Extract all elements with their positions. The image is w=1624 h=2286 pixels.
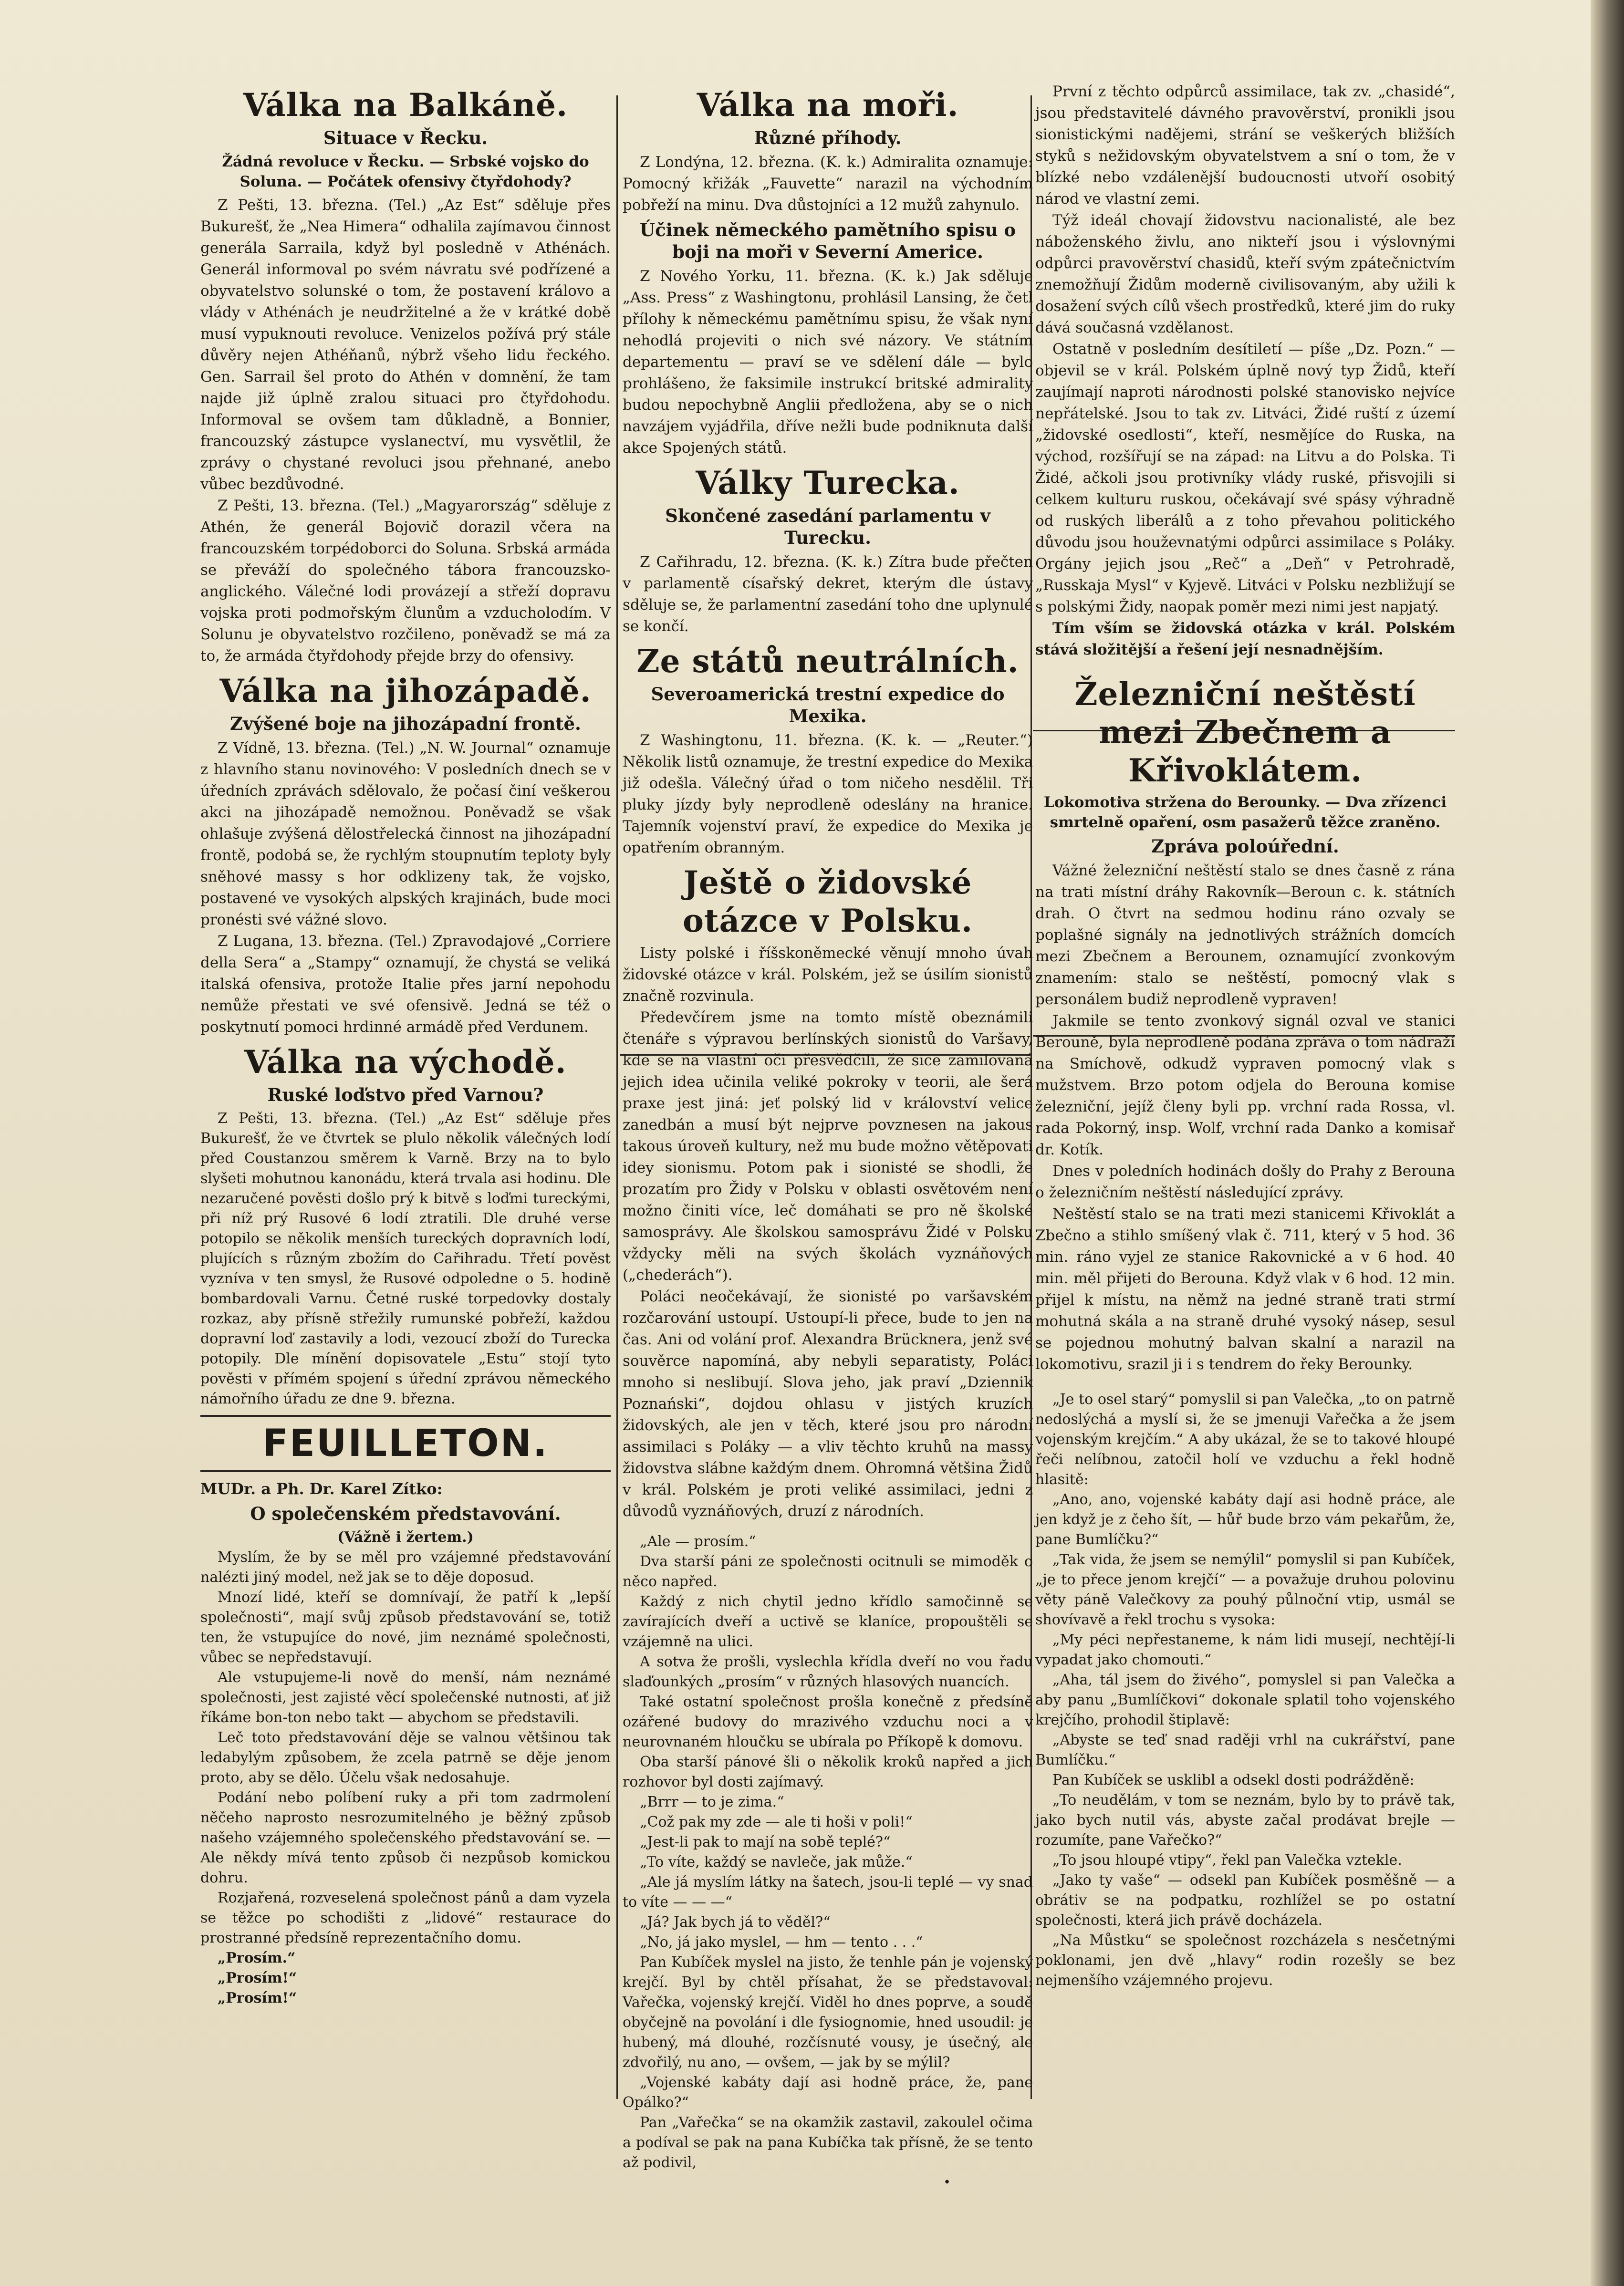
jewish-paragraph: Listy polské i říšskoněmecké věnují mnoho úvah židovské otázce v král. Polském, jež se úsilím sionistů značně rozvinula. [623,945,1033,1005]
southwest-title: Válka na jihozápadě. [219,672,592,709]
article-jewish-continued [1035,81,1455,661]
rail-paragraph: Jakmile se tento zvonkový signál ozval ve stanici Berouně, byla neprodleně podána zpráva o tom nádraží na Smíchově, odkudž vypraven pomocný vlak s mužstvem. Brzo potom odjela do Berouna komise železniční, jejíž členy byli pp. vrchní rada Rossa, vl. rada Pokorný, insp. Wolf, vrchní rada Danko a komisař dr. Kotík. [1035,1012,1455,1158]
feuilleton-paragraph: Ale vstupujeme-li nově do menší, nám neznámé společnosti, jest zajisté věcí společenské nutnosti, ať již říkáme bon-ton nebo takt — abychom se představili. [200,1669,611,1726]
story-left-part [623,1532,1033,2173]
sea-title: Válka na moři. [697,86,959,124]
feuilleton-subtitle: (Vážně i žertem.) [337,1529,474,1546]
article-neutral [623,642,1033,859]
feuilleton-paragraph: Rozjařená, rozveselená společnost pánů a dam vyzela se těžce po schodišti z „lidové“ restaurace do prostranné předsíně reprezentačního domu. [200,1890,611,1946]
balkan-subtitle: Situace v Řecku. [323,127,488,148]
feuilleton-title: O společenském představování. [250,1503,561,1524]
jewish-paragraph: Poláci neočekávají, že sionisté po varšavském rozčarování ustoupí. Ustoupí-li přece, bude to jen na čas. Ani od volání prof. Alexandra Brücknera, jenž své souvěrce napomíná, aby nebyli separatisty, Poláci mnoho si neslibují. Slova jeho, jak praví „Dziennik Poznański“, dojdou ohlasu v jistých kruzích židovských, ale jen v těch, které jsou pro národní assimilaci s Poláky — a vliv těchto kruhů na massy židovstva slábne každým dnem. Ohromná většina Židů v král. Polském je proti veliké assimilaci, jedni z důvodů vyznáňových, druzí z národních. [623,1288,1033,1520]
balkan-lead: Žádná revoluce v Řecku. — Srbské vojsko do Soluna. — Počátek ofensivy čtyřdohody? [222,153,589,190]
east-paragraph: Z Pešti, 13. března. (Tel.) „Az Est“ sděluje přes Bukurešť, že ve čtvrtek se plulo několik válečných lodí před Coustanzou směrem k Varně. Brzy na to bylo slyšeti mohutnou kanonádu, která trvala asi hodinu. Dle nezaručené pověsti došlo prý k bitvě s loďmi tureckými, při níž prý Rusové 6 lodí ztratili. Dle druhé verse potopilo se několik menších tureckých dopravních lodí, plujících s různým zbožím do Cařihradu. Třetí pověst vyzníva v ten smysl, že Rusové odpoledne o 5. hodině bombardovali Varnu. Četné ruské torpedovky dostaly rozkaz, aby přísně střežily rumunské pobřeží, každou dopravní loď zastavily a lodi, vezoucí zboží do Turecka potopily. Dle mínění dopisovatele „Estu“ stojí tyto pověsti v přímém spojení s úřední zprávou německého námořního úřadu ze dne 9. března. [200,1110,611,1407]
story-line: „Aha, tál jsem do živého“, pomyslel si pan Valečka a aby panu „Bumlíčkovi“ dokonale splatil toho vojenského krejčího, prohodil štiplavě: [1035,1672,1455,1728]
story-line: Pan Kubíček se usklibl a odsekl dosti podrážděně: [1052,1772,1415,1788]
balkan-paragraph: Z Pešti, 13. března. (Tel.) „Magyarország“ sděluje z Athén, že generál Bojovič dorazil včera na francouzském torpédoborci do Soluna. Srbská armáda se převáží do společného tábora francouzsko-anglického. Válečné lodi provázejí a střeží dopravu vojska proti podmořským člunům a vzducholodím. V Solunu je obyvatelstvo rozčileno, poněvadž se má za to, že armáda čtyřdohody přejde brzy do ofensivy. [200,497,611,665]
feuilleton-paragraph: Leč toto představování děje se valnou většinou tak ledabylým způsobem, že zcela patrně se děje jenom proto, aby se dělo. Účelu však nedosahuje. [200,1729,611,1786]
story-line: „Což pak my zde — ale ti hoši v poli!“ [640,1814,913,1830]
article-sea [623,86,1033,459]
story-line: A sotva že prošli, vyslechla křídla dveří no vou řadu slaďounkých „prosím“ v různých hlasových nuancích. [623,1653,1033,1690]
story-line: „Já? Jak bych já to věděl?“ [640,1914,831,1931]
article-east [200,1043,611,1409]
story-line: „Jako ty vaše“ — odsekl pan Kubíček posměšně — a obrátiv se na podpatku, rozhlížel se po ostatní společnosti, která jich právě docházela. [1035,1872,1455,1929]
story-line: „Jest-li pak to mají na sobě teplé?“ [640,1834,891,1850]
east-title: Válka na východě. [244,1043,567,1081]
story-line: Oba starší pánové šli o několik kroků napřed a jich rozhovor byl dosti zajímavý. [623,1754,1033,1790]
rail-paragraph: Vážné železniční neštěstí stalo se dnes časně z rána na trati místní dráhy Rakovník—Beroun c. k. státních drah. O čtvrt na sedmou hodinu ráno ozvaly se poplašné signály na jednotlivých strážních domcích mezi Zbečnem a Berounem, oznamující zvonkovým znamením: stalo se neštěstí, pomocný vlak s personálem budiž neprodleně vypraven! [1035,862,1455,1008]
article-southwest [200,672,611,1038]
neutral-subtitle: Severoamerická trestní expedice do Mexika. [651,684,1005,727]
column-2 [623,81,1033,2173]
southwest-subtitle: Zvýšené boje na jihozápadní frontě. [230,713,581,734]
neutral-title: Ze států neutrálních. [636,643,1019,680]
feuilleton [200,1415,611,2008]
column-divider-left [616,95,618,2099]
balkan-title: Válka na Balkáně. [243,86,568,124]
story-line: „Vojenské kabáty dají asi hodně práce, že, pane Opálko?“ [623,2074,1033,2111]
article-rail [1035,675,1455,1375]
story-line: „Ale já myslím látky na šatech, jsou-li teplé — vy snad to víte — — —“ [623,1874,1033,1911]
feuilleton-quote: „Prosím.“ [218,1950,296,1966]
page-footer-mark: • [943,2175,951,2190]
jewish-paragraph: Týž ideál chovají židovstvu nacionalisté, ale bez náboženského živlu, ano nikteří jsou i výslovnými odpůrci pravověrství chasidů, kteří svým zpátečnictvím znemožňují Židům moderně civilisovaným, aby užili k dosažení svých cílů všech prostředků, které jim do ruky dává současná vzdělanost. [1035,212,1455,336]
feuilleton-heading: FEUILLETON. [200,1415,611,1472]
neutral-paragraph: Z Washingtonu, 11. března. (K. k. — „Reuter.“) Několik listů oznamuje, že trestní expedice do Mexika již odešla. Válečný úřad o tom ničeho nesdělil. Tři pluky jízdy byly neprodleně odeslány na hranice. Tajemník vojenství praví, že expedice do Mexika je opatřením obranným. [623,732,1033,856]
feuilleton-paragraph: Podání nebo políbení ruky a při tom zadrmolení něčeho naprosto nesrozumitelného je běžný způsob našeho vzájemného společenského představování se. — Ale někdy mívá tento způsob či nezpůsob komickou dohru. [200,1789,611,1886]
sea-subheading: Účinek německého pamětního spisu o boji na moři v Severní Americe. [639,219,1016,262]
story-line: „Ano, ano, vojenské kabáty dají asi hodně práce, ale jen když je z čeho šít, — hůř bude brzo vám pekařům, že, pane Bumlíčku?“ [1035,1491,1455,1548]
story-line: Pan Kubíček myslel na jisto, že tenhle pán je vojenský krejčí. Byl by chtěl přísahat, že se představoval: Vařečka, vojenský krejčí. Viděl ho dnes poprve, a soudě obyčejně na povolání i dle fysiognomie, hned usoudil: je hubený, má dlouhé, rozčísnuté vousy, je úsečný, ale zdvořilý, nu ano, — ovšem, — jak by se mýlil? [623,1954,1033,2071]
feuilleton-paragraph: Myslím, že by se měl pro vzájemné představování nalézti jiný model, než jak se to děje doposud. [200,1549,611,1586]
story-line: „To víte, každý se navleče, jak může.“ [640,1854,913,1870]
jewish-title: Ještě o židovské otázce v Polsku. [682,864,973,939]
east-subtitle: Ruské loďstvo před Varnou? [267,1084,544,1105]
feuilleton-paragraph: Mnozí lidé, kteří se domnívají, že patří k „lepší společnosti“, mají svůj způsob představování se, totiž ten, že vstupujíce do nové, jim neznámé společnosti, vůbec se nepředstavují. [200,1589,611,1666]
sea-subtitle: Různé příhody. [754,127,902,148]
story-line: „Abyste se teď snad raději vrhl na cukrářství, pane Bumlíčku.“ [1035,1732,1455,1768]
rail-paragraph: Neštěstí stalo se na trati mezi stanicemi Křivoklát a Zbečno a stihlo smíšený vlak č. 711, který v 5 hod. 36 min. ráno vyjel ze stanice Rakovnické a v 6 hod. 40 min. měl přijeti do Berouna. Když vlak v 6 hod. 12 min. přijel k místu, na němž na jedné straně trati strmí mohutná skála a na straně druhé vysoký násep, sesul se pojednou mohutný balvan skalní a narazil na lokomotivu, srazil ji i s tendrem do řeky Berounky. [1035,1205,1455,1373]
rail-title: Železniční neštěstí mezi Zbečnem a Křivoklátem. [1074,675,1416,789]
story-line: Každý z nich chytil jedno křídlo samočinně se zavírajících dveří a uctivě se klaníce, propouštěli se vzájemně na ulici. [623,1593,1033,1650]
story-line: „My péci nepřestaneme, k nám lidi musejí, nechtějí-li vypadat jako chomouti.“ [1035,1631,1455,1668]
turkey-paragraph: Z Cařihradu, 12. března. (K. k.) Zítra bude přečten v parlamentě císařský dekret, kterým dle ústavy sděluje se, že parlamentní zasedání toho dne uplynulé se končí. [623,553,1033,635]
article-balkan [200,86,611,667]
story-line: „Na Můstku“ se společnost rozcházela s nesčetnými poklonami, jen dvě „hlavy“ rodin rozešly se bez nejmenšího vzájemného projevu. [1035,1932,1455,1989]
feuilleton-quote: „Prosím!“ [218,1990,297,2006]
turkey-subtitle: Skončené zasedání parlamentu v Turecku. [665,505,990,548]
feuilleton-author: MUDr. a Ph. Dr. Karel Zítko: [200,1480,443,1498]
story-line: „Ale — prosím.“ [640,1533,756,1550]
rail-subtitle: Zpráva poloúřední. [1151,836,1339,857]
balkan-paragraph: Z Pešti, 13. března. (Tel.) „Az Est“ sděluje přes Bukurešť, že „Nea Himera“ odhalila zajímavou činnost generála Sarraila, když byl posledně v Athénách. Generál informoval po svém návratu své podřízené a obyvatelstvo solunské o tom, že postavení královo a vlády v Athénách je neudržitelné a že v krátké době musí vypuknouti revoluce. Venizelos požívá prý stále důvěry nejen Athéňanů, nýbrž všeho lidu řeckého. Gen. Sarrail šel proto do Athén v domnění, že tam najde již úplně zralou situaci pro čtyřdohodu. Informoval se ovšem tam důkladně, a Bonnier, francouzský zástupce vyslanectví, mu vysvětlil, že zprávy o chystané revoluci jsou přehnané, anebo vůbec bezdůvodné. [200,197,611,493]
article-jewish [623,863,1033,1522]
binding-edge [1591,0,1624,2286]
southwest-paragraph: Z Vídně, 13. března. (Tel.) „N. W. Journal“ oznamuje z hlavního stanu novinového: V posledních dnech se v úředních zprávách sdělovalo, že počasí činí veškerou akci na jihozápadě nemožnou. Poněvadž se však ohlašuje zvýšená dělostřelecká činnost na jihozápadní frontě, podobá se, že rychlým stoupnutím teploty byly sněhové massy s hor odklizeny tak, že vojsko, postavené ve vysokých alpských krajinách, bude moci pronésti své vážné slovo. [200,739,611,928]
story-line: „Tak vida, že jsem se nemýlil“ pomyslil si pan Kubíček, „je to přece jenom krejčí“ — a považuje druhou polovinu věty páně Valečkovy za pouhý půlnoční vtip, usmál se shovívavě a řekl trochu s vysoka: [1035,1551,1455,1628]
sea-paragraph: Z Londýna, 12. března. (K. k.) Admiralita oznamuje: Pomocný křižák „Fauvette“ narazil na východním pobřeží na minu. Dva důstojníci a 12 mužů zahynulo. [623,154,1033,214]
column-1 [200,81,611,2008]
feuilleton-quote: „Prosím!“ [218,1970,297,1986]
article-turkey [623,464,1033,637]
story-line: Pan „Vařečka“ se na okamžik zastavil, zakoulel očima a podíval se pak na pana Kubíčka tak přísně, že se tento až podivil, [623,2114,1033,2171]
story-line: „To neudělám, v tom se neznám, bylo by to právě tak, jako bych nutil vás, abyste začal prodávat brejle — rozumíte, pane Vařečko?“ [1035,1792,1455,1849]
sea-paragraph: Z Nového Yorku, 11. března. (K. k.) Jak sděluje „Ass. Press“ z Washingtonu, prohlásil Lansing, že četl přílohy k německému pamětnímu spisu, že však nyní nehodlá projeviti o nich své názory. Ve státním departementu — praví se ve sdělení dále — bylo prohlášeno, že faksimile instrukcí britské admirality budou nepochybně Anglii předložena, aby se o nich navzájem vyjádřila, dříve nežli bude podniknuta další akce Spojených států. [623,268,1033,457]
jewish-paragraph: Ostatně v posledním desítiletí — píše „Dz. Pozn.“ — objevil se v král. Polském úplně nový typ Židů, kteří zaujímají naproti národnosti polské stanovisko nejvíce nepřátelské. Jsou to tak zv. Litváci, Židé ruští z území „židovské osedlosti“, kteří, nesmějíce do Ruska, na východ, rozšířují se na západ: na Litvu a do Polska. Ti Židé, ačkoli jsou protivníky vlády ruské, přisvojili si celkem kulturu ruskou, očekávají své spásy výhradně od ruských liberálů a z toho převahou politického důvodu jsou houževnatými odpůrci assimilace s Poláky. Orgány jejich jsou „Reč“ a „Deň“ v Petrohradě, „Russkaja Mysl“ v Kyjevě. Litváci v Polsku nezbližují se s polskými Židy, naopak poměr mezi nimi jest napjatý. [1035,341,1455,615]
story-line: „No, já jako myslel, — hm — tento . . .“ [640,1934,923,1951]
story-line: Také ostatní společnost prošla konečně z předsíně ozářené budovy do mrazivého vzduchu noci a v neurovnaném hloučku se ubírala po Příkopě k domovu. [623,1694,1033,1750]
story-right-part [1035,1390,1455,1991]
rail-lead: Lokomotiva stržena do Berounky. — Dva zřízenci smrtelně opaření, osm pasažerů těžce zraněno. [1043,794,1447,831]
story-line: „Je to osel starý“ pomyslil si pan Valečka, „to on patrně nedoslýchá a myslí si, že se jmenuji Vařečka a že jsem vojenským krejčím.“ A aby ukázal, že se to takové hloupé řeči nelíbnou, zatočil holí ve vzduchu a řekl hodně hlasitě: [1035,1391,1455,1488]
jewish-paragraph: Tím vším se židovská otázka v král. Polském stává složitější a řešení její nesnadnějším. [1035,620,1455,658]
jewish-paragraph: Předevčírem jsme na tomto místě obeznámili čtenáře s výpravou berlínských sionistů do Varšavy, kde se na vlastní oči přesvědčili, že sice zamilovaná jejich idea učinila veliké pokroky v teorii, ale šerá praxe jest jiná: jeť polský lid v království velice zanedbán a musí být nejprve povznesen na jakous takous úroveň kultury, než mu bude možno větěpovati idey sionismu. Potom pak i sionisté se shodli, že prozatím pro Židy v Polsku v oblasti osvětovém není možno činiti více, leč domáhati se pro ně školské samosprávy. Ale školskou samosprávu Židé v Polsku vždycky měli na svých školách vyznáňových („chederách“). [623,1009,1033,1284]
column-3 [1035,81,1455,1991]
turkey-title: Války Turecka. [696,464,960,501]
story-line: „Brrr — to je zima.“ [640,1794,784,1810]
jewish-paragraph: První z těchto odpůrců assimilace, tak zv. „chasidé“, jsou představitelé dávného pravověrství, pronikli jsou sionistickými nadějemi, strání se veškerých bližších styků s nežidovským obyvatelstvem a sní o tom, že v blízké nebo vzdálenější budoucnosti utvoří osobitý národ ve vlastní zemi. [1035,83,1455,208]
southwest-paragraph: Z Lugana, 13. března. (Tel.) Zpravodajové „Corriere della Sera“ a „Stampy“ oznamují, že chystá se veliká italská ofensiva, protože Italie přes jarní nepohodu nemůže přestati ve své ofensivě. Jedná se též o poskytnutí pomoci hrdinné armádě před Verdunem. [200,933,611,1036]
rail-paragraph: Dnes v poledních hodinách došly do Prahy z Berouna o železničním neštěstí následující zprávy. [1035,1163,1455,1201]
story-line: Dva starší páni ze společnosti ocitnuli se mimoděk o něco napřed. [623,1553,1033,1590]
story-line: „To jsou hloupé vtipy“, řekl pan Valečka vztekle. [1052,1852,1402,1869]
